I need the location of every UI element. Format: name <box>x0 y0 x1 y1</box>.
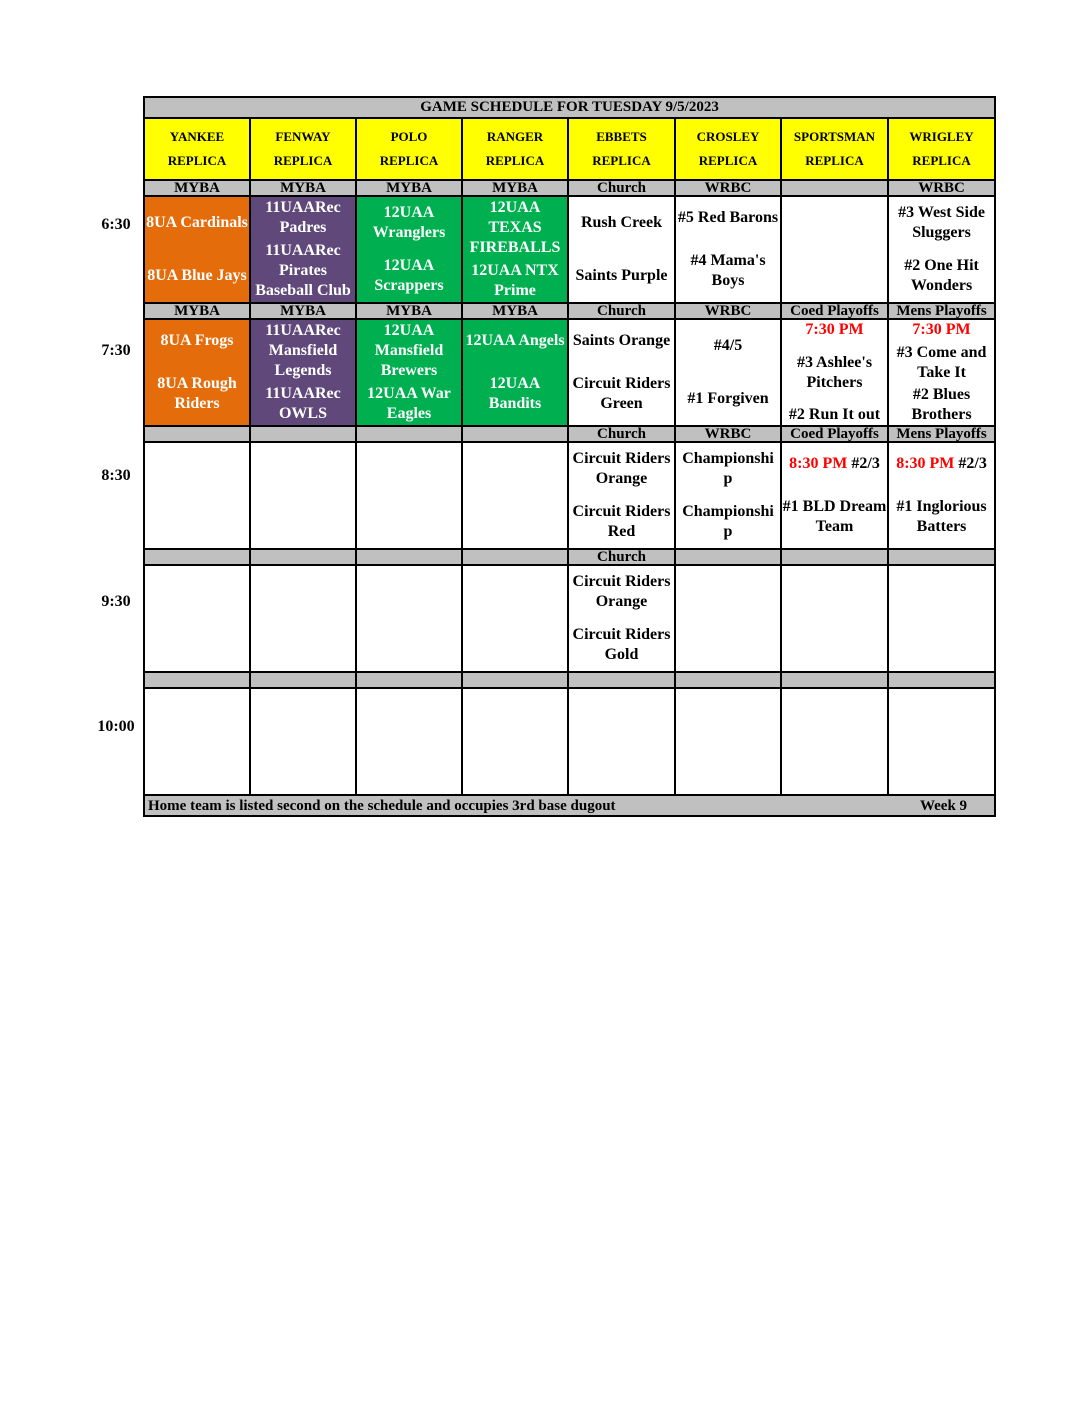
game-cell-content <box>569 197 674 302</box>
team-name: 12UAA War Eagles <box>367 384 451 422</box>
team-entry <box>889 385 994 425</box>
league-label: MYBA <box>356 303 462 319</box>
field-sub: REPLICA <box>698 153 758 168</box>
league-label <box>675 672 781 688</box>
team-name: #3 Ashlee's Pitchers <box>796 353 873 391</box>
team-name: 8UA Rough Riders <box>157 374 237 412</box>
game-cell <box>144 196 250 303</box>
team-entry <box>569 266 674 286</box>
team-entry <box>569 331 674 351</box>
league-label <box>356 672 462 688</box>
league-label: Church <box>568 180 675 196</box>
game-row <box>144 565 995 672</box>
game-cell-content <box>889 197 994 302</box>
field-sub: REPLICA <box>592 153 651 168</box>
team-entry <box>145 266 249 286</box>
league-label <box>144 549 250 565</box>
team-name: #2/3 <box>958 455 987 473</box>
game-cell <box>888 196 995 303</box>
league-label: MYBA <box>250 180 356 196</box>
league-label <box>781 549 888 565</box>
game-cell-content <box>145 443 249 548</box>
game-cell <box>568 688 675 795</box>
league-label <box>462 672 568 688</box>
game-cell <box>356 319 462 426</box>
game-cell-content <box>251 566 355 671</box>
team-name: #4/5 <box>713 337 743 355</box>
game-cell-content <box>676 320 780 425</box>
game-cell-content <box>463 689 567 794</box>
league-label <box>781 180 888 196</box>
game-cell-content <box>463 443 567 548</box>
field-header <box>144 118 250 180</box>
game-schedule-table <box>143 96 996 817</box>
team-entry <box>463 374 567 414</box>
field-sub: REPLICA <box>805 153 864 168</box>
league-label: WRBC <box>675 426 781 442</box>
team-entry <box>889 203 994 243</box>
game-time: 8:30 PM <box>896 455 955 473</box>
field-header <box>781 118 888 180</box>
team-name: 12UAA Mansfield Brewers <box>374 322 444 380</box>
game-row <box>144 319 995 426</box>
team-name: #1 Forgiven <box>687 389 769 407</box>
team-name: 12UAA Wranglers <box>372 204 446 242</box>
game-cell-content <box>145 566 249 671</box>
team-entry <box>463 331 567 351</box>
game-cell <box>675 688 781 795</box>
league-row <box>144 180 995 196</box>
league-label <box>781 672 888 688</box>
team-name: 11UAARec Padres <box>265 199 341 237</box>
game-cell <box>781 196 888 303</box>
game-cell-content <box>463 320 567 425</box>
field-name: RANGER <box>486 129 544 144</box>
team-name: 11UAARec Pirates Baseball Club <box>255 241 351 299</box>
team-entry <box>251 241 355 301</box>
game-cell-content <box>782 566 887 671</box>
team-name: 12UAA Bandits <box>488 374 542 412</box>
game-cell-content <box>357 197 461 302</box>
field-header <box>356 118 462 180</box>
team-entry <box>251 321 355 381</box>
team-name: Championshi p <box>682 450 774 488</box>
game-cell <box>888 688 995 795</box>
team-entry <box>889 497 994 537</box>
title-row <box>144 97 995 118</box>
game-cell <box>888 565 995 672</box>
team-name: 8UA Cardinals <box>146 214 248 232</box>
team-entry <box>569 502 674 542</box>
game-time: 7:30 PM <box>805 321 864 338</box>
team-name: #1 BLD Dream Team <box>782 497 887 535</box>
game-cell <box>144 688 250 795</box>
team-name: #2/3 <box>851 455 880 473</box>
game-cell-content <box>889 320 994 425</box>
game-cell-content <box>782 320 887 425</box>
team-entry <box>676 502 780 542</box>
game-cell-content <box>782 197 887 302</box>
game-cell <box>675 319 781 426</box>
game-cell <box>675 565 781 672</box>
team-entry <box>676 251 780 291</box>
league-label: Coed Playoffs <box>781 426 888 442</box>
team-name: #3 West Side Sluggers <box>898 204 985 242</box>
team-entry <box>463 261 567 301</box>
game-cell <box>675 442 781 549</box>
game-cell <box>250 688 356 795</box>
field-header <box>888 118 995 180</box>
league-label <box>356 549 462 565</box>
team-entry <box>569 449 674 489</box>
field-sub: REPLICA <box>379 153 439 168</box>
field-name: POLO <box>390 129 428 144</box>
team-name: 11UAARec OWLS <box>265 384 341 422</box>
team-entry <box>782 405 887 425</box>
field-name: FENWAY <box>275 129 331 144</box>
field-header <box>250 118 356 180</box>
team-name: Saints Purple <box>575 266 668 284</box>
league-label <box>888 549 995 565</box>
team-entry <box>251 198 355 238</box>
league-label <box>356 426 462 442</box>
team-name: #2 One Hit Wonders <box>904 256 979 294</box>
team-entry <box>676 389 780 409</box>
league-label: MYBA <box>462 180 568 196</box>
game-cell <box>568 319 675 426</box>
league-label: Church <box>568 426 675 442</box>
team-entry <box>889 454 994 474</box>
league-label <box>462 426 568 442</box>
game-cell-content <box>676 689 780 794</box>
team-name: 12UAA Angels <box>465 332 565 350</box>
field-sub: REPLICA <box>167 153 227 168</box>
league-label <box>144 426 250 442</box>
league-label: Coed Playoffs <box>781 303 888 319</box>
game-cell <box>568 565 675 672</box>
team-entry <box>676 449 780 489</box>
game-cell-content <box>782 443 887 548</box>
field-name: CROSLEY <box>696 129 760 144</box>
game-cell-content <box>889 443 994 548</box>
league-label: WRBC <box>675 180 781 196</box>
footer-note: Home team is listed second on the schedule and occupies 3rd base dugout <box>148 797 616 814</box>
team-entry <box>676 208 780 228</box>
game-cell-content <box>145 197 249 302</box>
team-entry <box>463 198 567 258</box>
team-name: Saints Orange <box>572 332 671 350</box>
field-header <box>568 118 675 180</box>
team-entry <box>357 203 461 243</box>
team-name: 12UAA TEXAS FIREBALLS <box>469 199 561 257</box>
game-cell <box>144 442 250 549</box>
game-cell <box>462 565 568 672</box>
league-label: MYBA <box>144 180 250 196</box>
game-cell-content <box>251 443 355 548</box>
game-cell-content <box>569 689 674 794</box>
time-label: 10:00 <box>97 718 135 735</box>
team-name: 8UA Blue Jays <box>147 266 247 284</box>
league-label: MYBA <box>462 303 568 319</box>
league-label <box>462 549 568 565</box>
game-cell-content <box>357 689 461 794</box>
league-label: MYBA <box>356 180 462 196</box>
game-time: 7:30 PM <box>912 321 971 338</box>
team-name: Circuit Riders Red <box>572 502 671 540</box>
game-cell-content <box>251 320 355 425</box>
game-cell <box>781 442 888 549</box>
game-cell <box>462 688 568 795</box>
game-cell <box>356 196 462 303</box>
time-label: 8:30 <box>101 467 131 484</box>
field-header-row <box>144 118 995 180</box>
game-cell <box>888 319 995 426</box>
team-name: #2 Run It out <box>788 406 881 423</box>
game-cell <box>250 442 356 549</box>
team-name: Rush Creek <box>580 214 663 232</box>
league-label <box>675 549 781 565</box>
league-label: Mens Playoffs <box>888 426 995 442</box>
team-name: #3 Come and Take It <box>896 343 987 381</box>
team-entry <box>357 384 461 424</box>
game-cell <box>144 565 250 672</box>
field-header <box>675 118 781 180</box>
game-cell <box>250 319 356 426</box>
team-entry <box>357 321 461 381</box>
game-row <box>144 196 995 303</box>
team-name: #4 Mama's Boys <box>690 251 766 289</box>
league-label: WRBC <box>888 180 995 196</box>
game-row <box>144 442 995 549</box>
game-cell-content <box>145 320 249 425</box>
league-label <box>250 672 356 688</box>
game-cell <box>462 442 568 549</box>
field-sub: REPLICA <box>485 153 545 168</box>
team-name: 12UAA NTX Prime <box>471 261 559 299</box>
team-name: 11UAARec Mansfield Legends <box>265 322 341 380</box>
league-label: MYBA <box>144 303 250 319</box>
league-label <box>888 672 995 688</box>
league-label: Church <box>568 303 675 319</box>
field-name: WRIGLEY <box>909 129 974 144</box>
game-cell <box>356 688 462 795</box>
team-entry <box>782 454 887 474</box>
game-cell <box>781 565 888 672</box>
footer-content <box>145 797 994 815</box>
game-cell-content <box>357 566 461 671</box>
team-entry <box>569 572 674 612</box>
game-cell <box>888 442 995 549</box>
game-cell-content <box>357 320 461 425</box>
team-name: Circuit Riders Orange <box>572 450 671 488</box>
game-cell <box>781 688 888 795</box>
team-name: #5 Red Barons <box>677 209 779 227</box>
team-entry <box>569 625 674 665</box>
team-entry <box>145 331 249 351</box>
team-entry <box>889 256 994 296</box>
league-row <box>144 426 995 442</box>
league-label <box>568 672 675 688</box>
league-row <box>144 672 995 688</box>
time-label: 6:30 <box>101 216 131 233</box>
game-cell <box>675 196 781 303</box>
league-row <box>144 303 995 319</box>
league-row <box>144 549 995 565</box>
game-cell-content <box>676 197 780 302</box>
game-cell <box>568 196 675 303</box>
field-sub: REPLICA <box>912 153 971 168</box>
game-cell-content <box>569 566 674 671</box>
game-row <box>144 688 995 795</box>
team-name: Circuit Riders Green <box>572 374 671 412</box>
game-cell <box>781 319 888 426</box>
team-name: 12UAA Scrappers <box>374 256 444 294</box>
team-entry <box>569 374 674 414</box>
team-name: 8UA Frogs <box>160 332 234 350</box>
game-cell-content <box>145 689 249 794</box>
field-sub: REPLICA <box>273 153 333 168</box>
time-label: 9:30 <box>101 593 131 610</box>
league-label <box>144 672 250 688</box>
team-entry <box>782 497 887 537</box>
game-cell-content <box>569 443 674 548</box>
game-cell <box>356 565 462 672</box>
field-name: YANKEE <box>169 129 225 144</box>
game-cell-content <box>676 566 780 671</box>
game-cell-content <box>251 197 355 302</box>
game-cell-content <box>569 320 674 425</box>
league-label: WRBC <box>675 303 781 319</box>
league-label <box>250 549 356 565</box>
team-entry <box>889 343 994 383</box>
team-entry <box>145 374 249 414</box>
time-label: 7:30 <box>101 342 131 359</box>
game-cell-content <box>357 443 461 548</box>
team-name: #1 Inglorious Batters <box>896 497 987 535</box>
game-cell <box>462 319 568 426</box>
game-cell-content <box>889 566 994 671</box>
team-name: Championshi p <box>682 502 774 540</box>
field-name: SPORTSMAN <box>793 129 876 144</box>
team-entry <box>676 336 780 356</box>
game-cell-content <box>676 443 780 548</box>
game-cell <box>250 565 356 672</box>
league-label: MYBA <box>250 303 356 319</box>
league-label: Church <box>568 549 675 565</box>
game-cell <box>144 319 250 426</box>
schedule-title: GAME SCHEDULE FOR TUESDAY 9/5/2023 <box>144 97 995 118</box>
footer-row <box>144 795 995 816</box>
game-cell <box>250 196 356 303</box>
team-name: #2 Blues Brothers <box>911 386 972 423</box>
team-entry <box>251 384 355 424</box>
game-cell-content <box>463 197 567 302</box>
game-cell-content <box>782 689 887 794</box>
field-name: EBBETS <box>596 129 647 144</box>
game-cell-content <box>463 566 567 671</box>
team-entry <box>569 213 674 233</box>
game-cell <box>462 196 568 303</box>
team-name: Circuit Riders Gold <box>572 625 671 663</box>
league-label: Mens Playoffs <box>888 303 995 319</box>
team-name: Circuit Riders Orange <box>572 573 671 611</box>
footer-cell <box>144 795 995 816</box>
game-cell <box>568 442 675 549</box>
game-cell <box>356 442 462 549</box>
league-label <box>250 426 356 442</box>
game-time: 8:30 PM <box>789 455 848 473</box>
week-label: Week 9 <box>919 797 968 814</box>
team-entry <box>357 256 461 296</box>
team-entry <box>145 213 249 233</box>
field-header <box>462 118 568 180</box>
team-entry <box>782 353 887 393</box>
game-cell-content <box>889 689 994 794</box>
game-cell-content <box>251 689 355 794</box>
